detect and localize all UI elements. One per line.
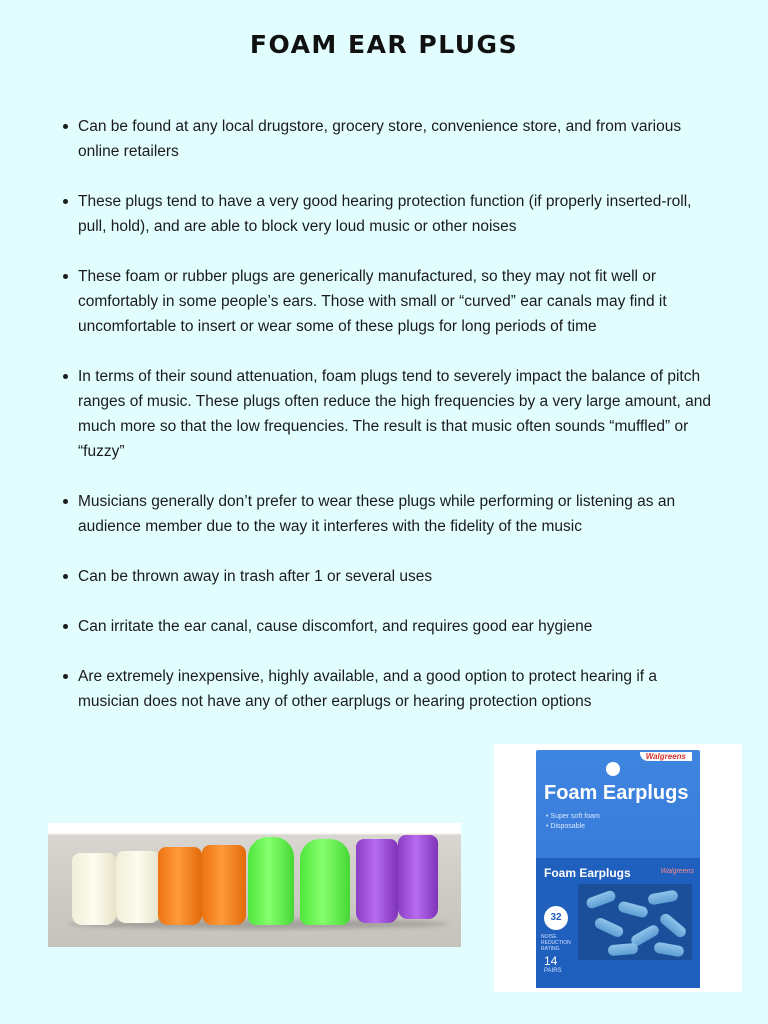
page-title: FOAM EAR PLUGS [249, 30, 519, 59]
bullet-icon [63, 574, 68, 579]
earplug-image [617, 900, 649, 918]
orange-earplug-image [202, 845, 246, 925]
list-item [62, 664, 722, 714]
count-badge: 32 [544, 906, 568, 930]
badge-note: NOISE REDUCTION RATING [541, 934, 571, 952]
product-box-photo [494, 744, 742, 992]
list-item [62, 614, 722, 639]
bullet-icon [63, 624, 68, 629]
list-item-text: Can be thrown away in trash after 1 or several uses [78, 568, 433, 585]
list-item-text: Are extremely inexpensive, highly available, and a good option to protect hearing if a musician does not have any of other earplugs or hearing protection options [78, 668, 658, 710]
cream-earplug-image [116, 851, 160, 923]
earplug-image [658, 912, 688, 940]
list-item-text: Can be found at any local drugstore, grocery store, convenience store, and from various online retailers [78, 118, 682, 160]
list-item [62, 189, 722, 239]
orange-earplug-image [158, 847, 202, 925]
list-item [62, 564, 722, 589]
list-item-text: These foam or rubber plugs are generically manufactured, so they may not fit well or comfortably in some people’s ears. Those with small or “curved” ear canals may find it uncomfortable to insert or wear some of these plugs for long periods of time [78, 268, 667, 335]
feature-text: • Disposable [546, 823, 586, 830]
product-box [536, 750, 700, 988]
green-earplug-image [300, 839, 350, 925]
list-item-text: Musicians generally don’t prefer to wear these plugs while performing or listening as an audience member due to the way it interferes with the fidelity of the music [78, 493, 676, 535]
product-name-secondary: Foam Earplugs [544, 866, 631, 880]
hang-hole [606, 762, 620, 776]
feature-text: • Super soft foam [546, 813, 600, 820]
purple-earplug-image [398, 835, 438, 919]
brand-logo-secondary: Walgreens [660, 868, 694, 875]
bullet-list [62, 114, 722, 739]
list-item [62, 114, 722, 164]
list-item-text: These plugs tend to have a very good hearing protection function (if properly inserted-roll, pull, hold), and are able to block very loud music or other noises [78, 193, 692, 235]
bullet-icon [63, 274, 68, 279]
cream-earplug-image [72, 853, 116, 925]
list-item-text: In terms of their sound attenuation, foam plugs tend to severely impact the balance of pitch ranges of music. These plugs often reduce the high frequencies by a very large amount, and much more so that the low frequencies. The result is that music often sounds “muffled” or “fuzzy” [78, 368, 712, 460]
brand-logo: Walgreens [640, 752, 692, 761]
list-item [62, 489, 722, 539]
bullet-icon [63, 124, 68, 129]
earplug-image [647, 889, 678, 905]
box-lower-panel [536, 858, 700, 988]
pairs-count: 14 [544, 954, 558, 968]
bullet-icon [63, 199, 68, 204]
bullet-icon [63, 374, 68, 379]
product-name: Foam Earplugs [544, 782, 689, 804]
purple-earplug-image [356, 839, 398, 923]
earplug-image [593, 916, 625, 939]
list-item [62, 264, 722, 339]
list-item [62, 364, 722, 464]
bullet-icon [63, 499, 68, 504]
clear-window [578, 884, 692, 960]
earplugs-photo [48, 823, 461, 947]
green-earplug-image [248, 837, 294, 925]
list-item-text: Can irritate the ear canal, cause discomfort, and requires good ear hygiene [78, 618, 593, 635]
earplug-image [585, 889, 617, 910]
bullet-icon [63, 674, 68, 679]
product-features [546, 812, 600, 832]
earplug-image [653, 941, 684, 957]
pairs-label: PAIRS [544, 968, 562, 974]
earplug-image [608, 943, 639, 957]
